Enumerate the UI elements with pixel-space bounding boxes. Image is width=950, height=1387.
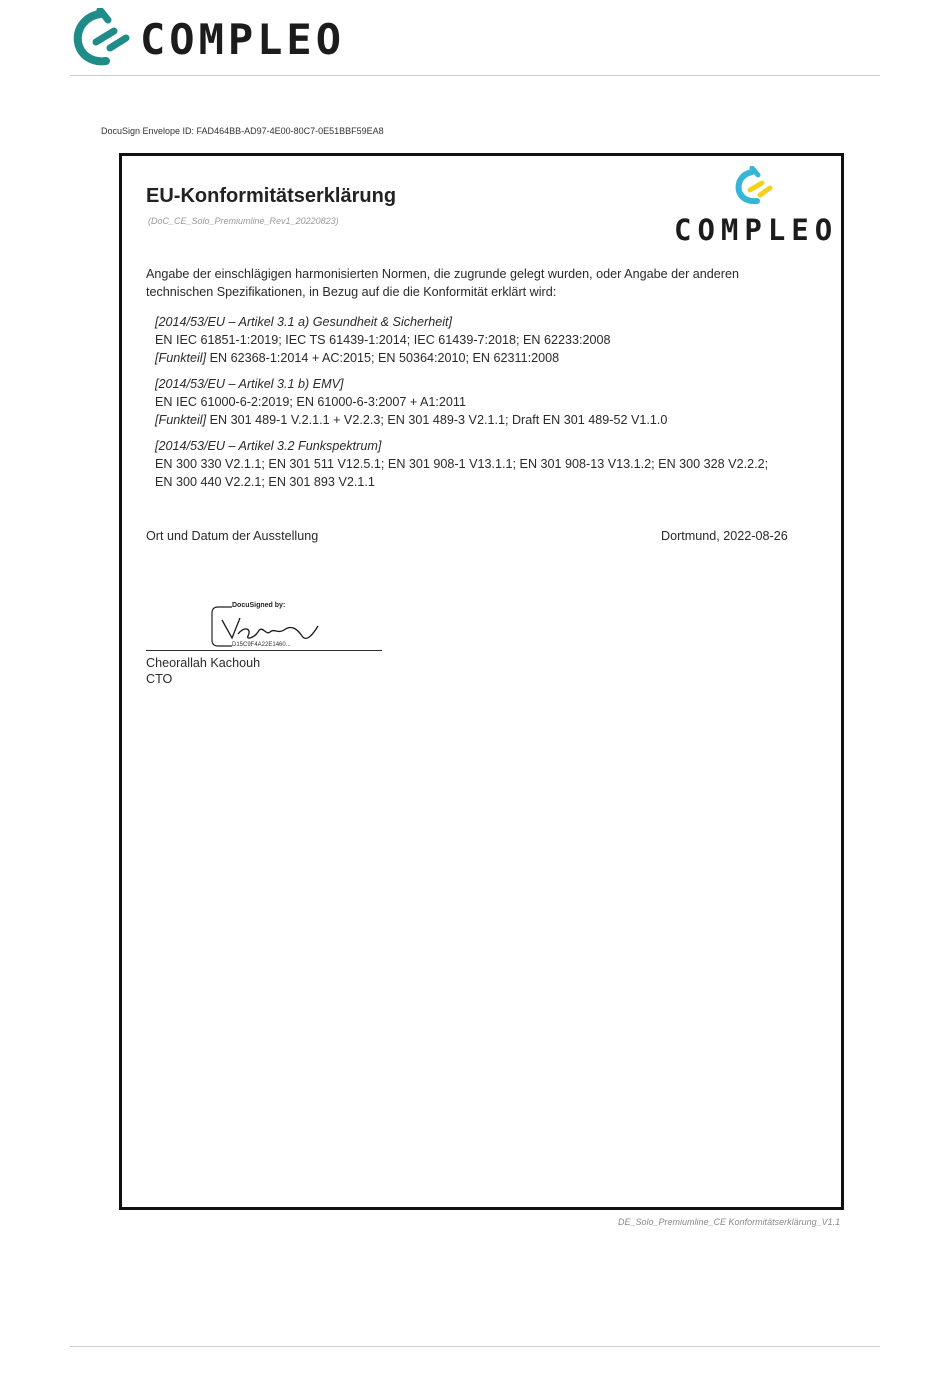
place-date-label: Ort und Datum der Ausstellung (146, 529, 319, 543)
intro-line-2: technischen Spezifikationen, in Bezug auf die die Konformität erklärt wird: (146, 285, 557, 299)
handwritten-signature (218, 612, 323, 644)
radio-part-label: [Funkteil] (155, 351, 207, 365)
frame-logo-wordmark: COMPLEO (674, 213, 839, 247)
document-reference: (DoC_CE_Solo_Premiumline_Rev1_20220823) (148, 216, 339, 226)
place-date-value: Dortmund, 2022-08-26 (661, 529, 788, 543)
radio-part-standards: EN 301 489-1 V.2.1.1 + V2.2.3; EN 301 489-3 V2.1.1; Draft EN 301 489-52 V1.1.0 (206, 413, 668, 427)
signature-id: D15C9F4A22E1460... (232, 642, 291, 648)
brand-header (70, 8, 350, 68)
standards-section-2 (155, 375, 835, 429)
section-line: EN 300 330 V2.1.1; EN 301 511 V12.5.1; EN 301 908-1 V13.1.1; EN 301 908-13 V13.1.2; EN 300 328 V2.2.2; (155, 457, 769, 471)
section-line: EN 300 440 V2.2.1; EN 301 893 V2.1.1 (155, 475, 375, 489)
docusign-signature-block (210, 602, 320, 650)
brand-wordmark: COMPLEO (140, 15, 346, 64)
radio-part-label: [Funkteil] (155, 413, 207, 427)
section-line (155, 411, 835, 429)
signer-name: Cheorallah Kachouh (146, 656, 261, 670)
standards-section-3 (155, 437, 840, 491)
section-line: EN IEC 61851-1:2019; IEC TS 61439-1:2014; IEC 61439-7:2018; EN 62233:2008 (155, 333, 611, 347)
intro-line-1: Angabe der einschlägigen harmonisierten Normen, die zugrunde gelegt wurden, oder Angabe der anderen (146, 267, 740, 281)
footer-divider (70, 1346, 880, 1347)
compleo-logo-icon (70, 8, 132, 68)
section-line (155, 349, 835, 367)
section-heading: [2014/53/EU – Artikel 3.1 b) EMV] (155, 377, 344, 391)
section-line: EN IEC 61000-6-2:2019; EN 61000-6-3:2007 + A1:2011 (155, 395, 466, 409)
envelope-id: DocuSign Envelope ID: FAD464BB-AD97-4E00-80C7-0E51BBF59EA8 (101, 126, 384, 136)
signer-title: CTO (146, 672, 173, 686)
radio-part-standards: EN 62368-1:2014 + AC:2015; EN 50364:2010; EN 62311:2008 (206, 351, 560, 365)
declaration-frame (119, 153, 844, 1210)
document-footer-note: DE_Solo_Premiumline_CE Konformitätserklärung_V1.1 (618, 1217, 841, 1227)
section-heading: [2014/53/EU – Artikel 3.2 Funkspektrum] (155, 439, 382, 453)
standards-section-1 (155, 313, 835, 367)
signature-line (146, 650, 382, 651)
section-heading: [2014/53/EU – Artikel 3.1 a) Gesundheit & Sicherheit] (155, 315, 453, 329)
compleo-symbol-icon (732, 166, 776, 206)
intro-text (146, 265, 836, 301)
document-title: EU-Konformitätserklärung (146, 185, 397, 207)
docusigned-by-label: DocuSigned by: (232, 602, 286, 609)
header-divider (70, 75, 880, 76)
